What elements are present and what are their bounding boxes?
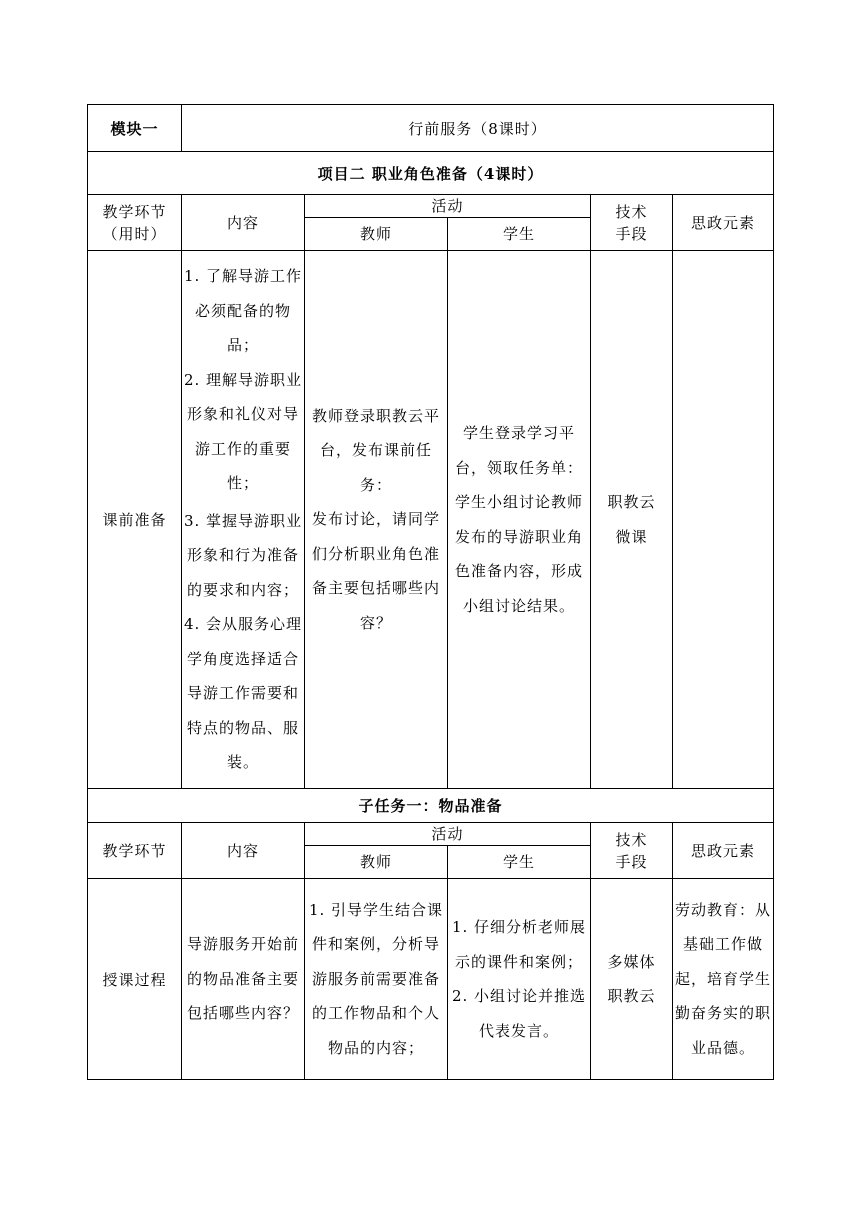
inclass-content: 导游服务开始前的物品准备主要包括哪些内容？ <box>182 879 305 1080</box>
preclass-teacher-item: 教师登录职教云平台，发布课前任务： <box>311 406 440 494</box>
preclass-teacher-item: 发布讨论，请同学们分析职业角色准备主要包括哪些内容？ <box>311 510 440 632</box>
project-title: 项目二 职业角色准备（4课时） <box>88 152 774 195</box>
preclass-student-item: 学生登录学习平台，领取任务单： <box>454 424 583 477</box>
inclass-tech-line2: 职教云 <box>607 987 656 1005</box>
subtask-title: 子任务一：物品准备 <box>88 789 774 823</box>
header2-student: 学生 <box>448 846 591 879</box>
header2-activity: 活动 <box>305 823 591 846</box>
header2-tech-line1: 技术 <box>615 830 648 849</box>
preclass-student-item: 学生小组讨论教师发布的导游职业角色准备内容，形成小组讨论结果。 <box>454 493 583 615</box>
preclass-stage: 课前准备 <box>88 251 182 789</box>
subtask-row <box>88 789 774 823</box>
module-row <box>88 105 774 152</box>
inclass-stage: 授课过程 <box>88 879 182 1080</box>
header2-row-1 <box>88 823 774 846</box>
preclass-tech-line1: 职教云 <box>607 493 656 511</box>
header2-teacher: 教师 <box>305 846 448 879</box>
header-tech <box>591 195 673 251</box>
header-activity: 活动 <box>305 195 591 218</box>
header2-ideology: 思政元素 <box>673 823 774 879</box>
header-stage-line1: 教学环节 <box>102 202 167 221</box>
project-row <box>88 152 774 195</box>
inclass-ideology: 劳动教育：从基础工作做起，培育学生勤奋务实的职业品德。 <box>673 879 774 1080</box>
preclass-tech <box>591 251 673 789</box>
inclass-row <box>88 879 774 1080</box>
preclass-content <box>182 251 305 789</box>
inclass-student-item: 2. 小组讨论并推选代表发言。 <box>451 987 587 1040</box>
preclass-ideology <box>673 251 774 789</box>
preclass-content-item: 4. 会从服务心理学角度选择适合导游工作需要和特点的物品、服装。 <box>183 615 303 772</box>
header-teacher: 教师 <box>305 218 448 251</box>
inclass-tech-line1: 多媒体 <box>607 952 656 971</box>
header-student: 学生 <box>448 218 591 251</box>
inclass-student <box>448 879 591 1080</box>
preclass-row <box>88 251 774 789</box>
inclass-teacher: 1. 引导学生结合课件和案例，分析导游服务前需要准备的工作物品和个人物品的内容； <box>305 879 448 1080</box>
preclass-student <box>448 251 591 789</box>
header-content: 内容 <box>182 195 305 251</box>
header-row-1 <box>88 195 774 218</box>
inclass-tech <box>591 879 673 1080</box>
header-stage-line2: （用时） <box>102 224 167 243</box>
preclass-content-item: 2. 理解导游职业形象和礼仪对导游工作的重要性； <box>183 370 303 493</box>
inclass-student-item: 1. 仔细分析老师展示的课件和案例； <box>451 918 587 971</box>
header-tech-line1: 技术 <box>615 202 648 221</box>
header-stage <box>88 195 182 251</box>
module-title: 行前服务（8课时） <box>182 105 774 152</box>
header2-stage: 教学环节 <box>88 823 182 879</box>
header2-tech <box>591 823 673 879</box>
lesson-plan-table <box>87 104 774 1080</box>
preclass-teacher <box>305 251 448 789</box>
preclass-tech-line2: 微课 <box>615 527 648 546</box>
header2-content: 内容 <box>182 823 305 879</box>
header-ideology: 思政元素 <box>673 195 774 251</box>
preclass-content-item: 3. 掌握导游职业形象和行为准备的要求和内容； <box>183 511 303 599</box>
preclass-content-item: 1. 了解导游工作必须配备的物品； <box>183 267 303 355</box>
header-tech-line2: 手段 <box>615 224 648 243</box>
module-label: 模块一 <box>88 105 182 152</box>
header2-tech-line2: 手段 <box>615 852 648 871</box>
